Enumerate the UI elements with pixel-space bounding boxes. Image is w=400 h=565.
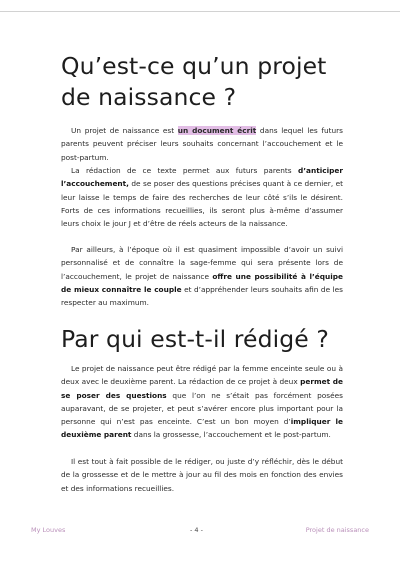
bold-phrase: offre une possibilité à l’équipe de mieux connaître le couple [61, 271, 344, 294]
paragraph-authors [61, 362, 343, 442]
text-run: Un projet de naissance est [71, 126, 178, 135]
paragraph-anticipation [61, 164, 343, 230]
highlighted-phrase: un document écrit [177, 126, 257, 135]
top-rule [0, 11, 400, 12]
page-number: - 4 - [190, 526, 203, 534]
footer-brand: My Louves [31, 526, 66, 534]
bold-phrase: d’anticiper l’accouchement, [61, 166, 343, 189]
text-run: dans lequel les futurs parents peuvent préciser leurs souhaits concernant l’accouchement et le post-partum. [61, 126, 344, 162]
text-run: Par ailleurs, à l’époque où il est quasiment impossible d’avoir un suivi personnalisé et de connaître la sage-femme qui sera présente lors de l’accouchement, le projet de naissance [61, 245, 343, 281]
heading-who-writes: Par qui est-t-il rédigé ? [61, 325, 329, 353]
paragraph-definition [61, 124, 343, 164]
bold-phrase: impliquer le deuxième parent [61, 417, 344, 440]
text-run: Il est tout à fait possible de le rédiger, ou juste d’y réfléchir, dès le début de la grossesse et de le mettre à jour au fil des mois en fonction des envies et des informations recueillies. [61, 457, 343, 493]
text-run: La rédaction de ce texte permet aux futurs parents [71, 166, 298, 175]
text-run: de se poser des questions précises quant à ce dernier, et leur laisse le temps de faire des recherches de leur côté s’ils le désirent. Forts de ces informations recueillies, ils seront plus à-même d’assumer leurs choix le jour J et d’être de réels acteurs de la naissance. [61, 179, 343, 229]
heading-what-is: Qu’est-ce qu’un projet de naissance ? [61, 52, 327, 111]
paragraph-timing [61, 455, 343, 495]
bold-phrase: permet de se poser des questions [61, 377, 343, 400]
footer-document-title: Projet de naissance [305, 526, 369, 534]
text-run: et d’appréhender leurs souhaits afin de les respecter au maximum. [61, 284, 343, 308]
paragraph-team [61, 243, 343, 309]
text-run: que l’on ne s’était pas forcément posées auparavant, de se projeter, et peut s’avérer encore plus important pour la personne qui n’est pas enceinte. C’est un bon moyen d’ [61, 390, 343, 427]
text-run: dans la grossesse, l’accouchement et le post-partum. [131, 430, 331, 440]
text-run: Le projet de naissance peut être rédigé par la femme enceinte seule ou à deux avec le deuxième parent. La rédaction de ce projet à deux [61, 364, 343, 387]
